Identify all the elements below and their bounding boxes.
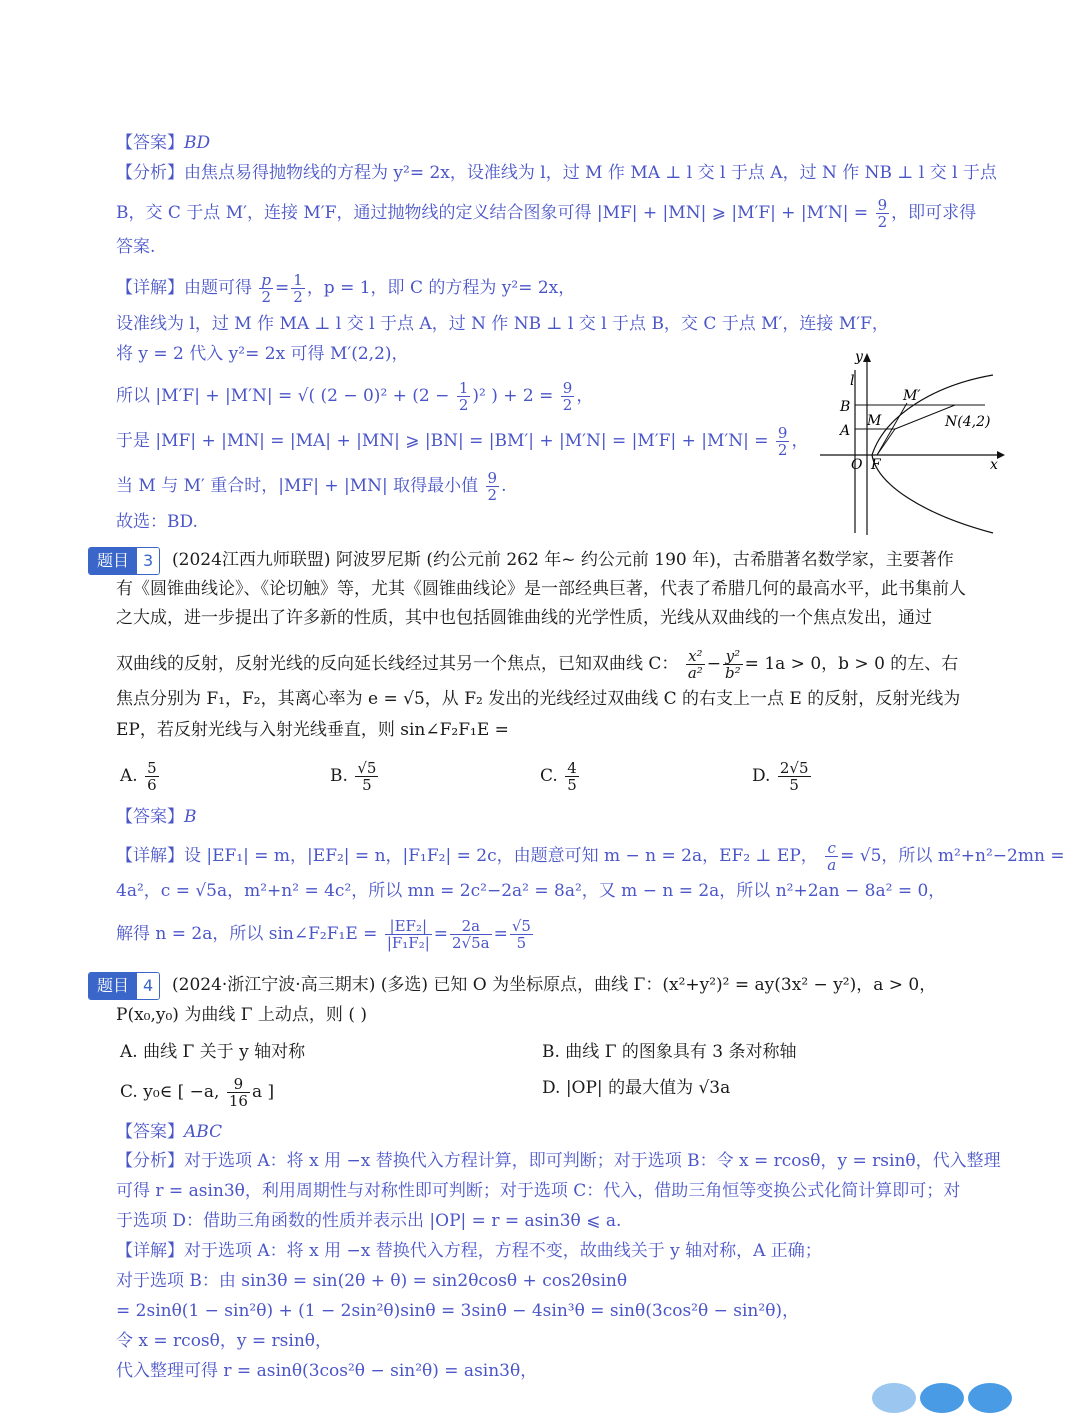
q2-detail-line-3: [116, 342, 409, 366]
q2-detail-line-4: [116, 380, 593, 413]
operator: −: [706, 654, 722, 674]
q3-text-line-2: [116, 577, 966, 601]
analysis-text: 可得 r = asin3θ，利用周期性与对称性即可判断；对于选项 C：代入，借助三角恒等变换公式化简计算即可；对: [116, 1181, 961, 1201]
detail-text: )² ) + 2 =: [472, 386, 554, 406]
fraction-9-16: [227, 1076, 250, 1109]
q4-detail-line-2: [116, 1269, 627, 1293]
fraction-2a-2sqrt5a: [450, 918, 492, 951]
label-m-prime: M′: [903, 388, 921, 404]
operator: =: [433, 924, 449, 944]
answer-tag: 【答案】: [116, 133, 184, 153]
question-number: 3: [137, 548, 159, 574]
denominator: 5: [362, 776, 372, 794]
denominator: b²: [725, 664, 741, 682]
label-a: A: [840, 423, 851, 439]
detail-text: 4a²，c = √5a，m²+n² = 4c²，所以 mn = 2c²−2a² = 8a²，又 m − n = 2a，所以 n²+2an − 8a² = 0，: [116, 881, 946, 901]
fraction-9-2: [876, 197, 890, 230]
denominator: 2: [458, 396, 469, 414]
q2-detail-line-5: [116, 425, 808, 458]
q3-answer: [116, 805, 197, 829]
q3-detail-line-1: [116, 840, 1065, 873]
question-number: 4: [137, 973, 159, 999]
label-b: B: [840, 399, 851, 415]
denominator: 2: [877, 213, 888, 231]
fraction-x2-a2: [686, 648, 705, 681]
question-text: 有《圆锥曲线论》、《论切触》等，尤其《圆锥曲线论》是一部经典巨著，代表了希腊几何的最高水平，此书集前人: [116, 579, 966, 599]
numerator: 1: [293, 271, 303, 289]
numerator: c: [825, 840, 838, 857]
answer-tag: 【答案】: [116, 1122, 184, 1142]
denominator: 2: [777, 441, 788, 459]
denominator: a: [827, 856, 837, 874]
detail-text: 由题可得: [184, 278, 252, 298]
question-tag: 题目: [89, 548, 137, 574]
q4-option-b[interactable]: [542, 1040, 797, 1064]
detail-text: .: [501, 476, 507, 496]
fraction-1-2: [457, 380, 471, 413]
analysis-text: B，交 C 于点 M′，连接 M′F，通过抛物线的定义结合图象可得 |MF| + |MN| ⩾ |M′F| + |M′N| =: [116, 203, 869, 223]
decorative-shape: [872, 1383, 916, 1413]
option-text: a ]: [251, 1082, 275, 1102]
analysis-text: ，即可求得: [891, 203, 977, 223]
detail-text: 于是 |MF| + |MN| = |MA| + |MN| ⩾ |BN| = |BM′| + |M′N| = |M′F| + |M′N| =: [116, 431, 769, 451]
analysis-tag: 【分析】: [116, 163, 184, 183]
y-axis-arrow: [863, 353, 871, 362]
q2-detail-line-2: [116, 312, 889, 336]
numerator: 2√5: [779, 759, 809, 777]
decorative-shape: [968, 1383, 1012, 1413]
option-text: C. y₀∈ [ −a,: [120, 1082, 220, 1102]
denominator: 5: [516, 934, 527, 952]
q4-detail-line-3: [116, 1299, 799, 1323]
detail-text: = √5，所以 m²+n²−2mn =: [840, 846, 1065, 866]
numerator: 9: [562, 379, 573, 397]
q3-detail-line-2: [116, 879, 945, 903]
fraction-ef2-f1f2: [385, 918, 432, 951]
detail-text: 设准线为 l，过 M 作 MA ⊥ l 交 l 于点 A，过 N 作 NB ⊥ l 交 l 于点 B，交 C 于点 M′，连接 M′F，: [116, 314, 889, 334]
numerator: 9: [877, 196, 888, 214]
option-label: C.: [540, 766, 558, 786]
fraction-2sqrt5-5: [778, 760, 811, 793]
q4-analysis-line-2: [116, 1179, 960, 1203]
label-m: M: [867, 413, 882, 429]
denominator: 2√5a: [452, 934, 490, 952]
analysis-tag: 【分析】: [116, 1151, 184, 1171]
denominator: a²: [687, 664, 703, 682]
q3-option-d[interactable]: [752, 760, 813, 793]
q4-option-a[interactable]: [120, 1040, 305, 1064]
detail-text: 令 x = rcosθ，y = rsinθ，: [116, 1331, 333, 1351]
q3-option-a[interactable]: [120, 760, 161, 793]
numerator: 2a: [450, 918, 492, 935]
x-axis-arrow: [997, 451, 1005, 459]
analysis-text: 对于选项 A：将 x 用 −x 替换代入方程计算，即可判断；对于选项 B：令 x = rcosθ，y = rsinθ，代入整理: [184, 1151, 1001, 1171]
q4-detail-line-5: [116, 1359, 537, 1383]
detail-text: 对于选项 A：将 x 用 −x 替换代入方程，方程不变，故曲线关于 y 轴对称，A 正确；: [184, 1241, 822, 1261]
analysis-text: 由焦点易得抛物线的方程为 y²= 2x，设准线为 l，过 M 作 MA ⊥ l 交 l 于点 A，过 N 作 NB ⊥ l 交 l 于点: [184, 163, 997, 183]
q3-text-line-6: [116, 718, 509, 742]
question-text: (2024江西九师联盟) 阿波罗尼斯 (约公元前 262 年~ 约公元前 190 年)，古希腊著名数学家，主要著作: [172, 550, 954, 570]
detail-text: ，: [791, 431, 809, 451]
q4-analysis-line-3: [116, 1209, 621, 1233]
numerator: 1: [458, 379, 469, 397]
question-text: EP，若反射光线与入射光线垂直，则 sin∠F₂F₁E =: [116, 720, 509, 740]
q3-text-line-5: [116, 687, 960, 711]
question-text: = 1a > 0，b > 0 的左、右: [744, 654, 959, 674]
fraction-5-6: [145, 760, 159, 793]
fraction-c-a: [825, 840, 838, 873]
q4-answer: [116, 1120, 222, 1144]
q4-detail-line-4: [116, 1329, 332, 1353]
answer-value: BD: [184, 133, 211, 153]
denominator: 6: [147, 776, 157, 794]
label-x: x: [990, 457, 998, 473]
answer-value: B: [184, 807, 197, 827]
q2-detail-line-6: [116, 470, 507, 503]
denominator: |F₁F₂|: [386, 934, 430, 952]
numerator: 9: [487, 469, 498, 487]
q4-option-d[interactable]: [542, 1076, 730, 1100]
q2-analysis-line-2: [116, 197, 976, 230]
q3-detail-line-3: [116, 918, 535, 951]
option-text: D. |OP| 的最大值为 √3a: [542, 1078, 731, 1098]
q3-option-b[interactable]: [330, 760, 380, 793]
q3-text-line-3: [116, 606, 932, 630]
analysis-text: 于选项 D：借助三角函数的性质并表示出 |OP| = r = asin3θ ⩽ a.: [116, 1211, 622, 1231]
question-label-3: [88, 547, 160, 575]
label-o: O: [851, 457, 863, 473]
option-label: B.: [330, 766, 348, 786]
label-l: l: [850, 373, 855, 389]
q3-text-line-1: [172, 548, 954, 572]
decorative-shape: [920, 1383, 964, 1413]
q2-answer: [116, 131, 210, 155]
q2-analysis-line-3: [116, 235, 155, 259]
numerator: 9: [777, 424, 788, 442]
question-text: 焦点分别为 F₁，F₂，其离心率为 e = √5，从 F₂ 发出的光线经过双曲线 C 的右支上一点 E 的反射，反射光线为: [116, 689, 961, 709]
detail-text: 代入整理可得 r = asinθ(3cos²θ − sin²θ) = asin3θ，: [116, 1361, 538, 1381]
label-f: F: [871, 457, 881, 473]
numerator: 4: [567, 759, 577, 777]
detail-text: = 2sinθ(1 − sin²θ) + (1 − 2sin²θ)sinθ = 3sinθ − 4sin³θ = sinθ(3cos²θ − sin²θ)，: [116, 1301, 800, 1321]
detail-text: ，p = 1，即 C 的方程为 y²= 2x，: [306, 278, 576, 298]
parabola-figure: [815, 345, 1010, 540]
option-label: A.: [120, 766, 138, 786]
question-tag: 题目: [89, 973, 137, 999]
q4-detail-line-1: [116, 1239, 822, 1263]
fraction-9-2: [776, 425, 790, 458]
label-y: y: [855, 349, 863, 365]
fraction-y2-b2: [723, 648, 743, 681]
denominator: 2: [261, 288, 271, 306]
option-text: B. 曲线 Γ 的图象具有 3 条对称轴: [542, 1042, 797, 1062]
q4-text-line-2: [116, 1003, 367, 1027]
denominator: 2: [562, 396, 573, 414]
q2-conclusion: [116, 510, 198, 534]
question-label-4: [88, 972, 160, 1000]
detail-text: 所以 |M′F| + |M′N| = √( (2 − 0)² + (2 −: [116, 386, 450, 406]
fraction-4-5: [565, 760, 579, 793]
fraction-sqrt5-5: [355, 760, 378, 793]
conclusion-text: 故选：BD.: [116, 512, 198, 532]
fraction-9-2: [486, 470, 500, 503]
q4-analysis-line-1: [116, 1149, 1001, 1173]
q2-detail-line-1: 【详解】由题可得 $\frac{p}{2}$ = $\frac{1}{2}$ ，p = 1，即 C 的方程为 y²= 2x，: [116, 271, 576, 306]
denominator: 5: [567, 776, 577, 794]
numerator: x²: [686, 648, 705, 665]
numerator: p: [261, 271, 272, 289]
numerator: √5: [357, 759, 377, 777]
numerator: y²: [723, 648, 743, 665]
detail-text: 将 y = 2 代入 y²= 2x 可得 M′(2,2)，: [116, 344, 409, 364]
numerator: √5: [511, 917, 531, 935]
option-text: A. 曲线 Γ 关于 y 轴对称: [120, 1042, 306, 1062]
denominator: 2: [487, 486, 498, 504]
operator: =: [493, 924, 508, 944]
detail-text: 当 M 与 M′ 重合时，|MF| + |MN| 取得最小值: [116, 476, 479, 496]
label-n: N(4,2): [945, 414, 991, 430]
question-text: 双曲线的反射，反射光线的反向延长线经过其另一个焦点，已知双曲线 C：: [116, 654, 679, 674]
q3-text-line-4: [116, 648, 958, 681]
question-text: P(x₀,y₀) 为曲线 Γ 上动点，则 ( ): [116, 1005, 368, 1025]
option-label: D.: [752, 766, 771, 786]
detail-text: ，: [576, 386, 594, 406]
fraction-p-2: [259, 272, 273, 305]
fraction-9-2: [561, 380, 575, 413]
denominator: 2: [293, 288, 303, 306]
numerator: 5: [147, 759, 157, 777]
numerator: |EF₂|: [385, 918, 432, 935]
q2-analysis-line-1: [116, 161, 997, 185]
detail-text: 设 |EF₁| = m，|EF₂| = n，|F₁F₂| = 2c，由题意可知 m − n = 2a，EF₂ ⊥ EP，: [184, 846, 818, 866]
segment-fm: [877, 429, 895, 455]
answer-value: ABC: [184, 1122, 223, 1142]
detail-tag: 【详解】: [116, 1241, 184, 1261]
numerator: 9: [227, 1076, 250, 1093]
question-text: 之大成，进一步提出了许多新的性质，其中也包括圆锥曲线的光学性质，光线从双曲线的一个焦点发出，通过: [116, 608, 932, 628]
parabola-curve: [872, 375, 993, 533]
detail-tag: 【详解】: [116, 846, 184, 866]
denominator: 5: [789, 776, 799, 794]
q3-option-c[interactable]: [540, 760, 581, 793]
answer-tag: 【答案】: [116, 807, 184, 827]
fraction-1-2: [291, 272, 305, 305]
fraction-sqrt5-5: [510, 918, 533, 951]
detail-tag: 【详解】: [116, 278, 184, 298]
q4-option-c[interactable]: [120, 1076, 274, 1109]
analysis-text: 答案.: [116, 237, 156, 257]
question-text: (2024·浙江宁波·高三期末) (多选) 已知 O 为坐标原点，曲线 Γ：(x²+y²)² = ay(3x² − y²)，a > 0，: [172, 975, 937, 995]
denominator: 16: [228, 1092, 248, 1110]
detail-text: 解得 n = 2a，所以 sin∠F₂F₁E =: [116, 924, 378, 944]
q4-text-line-1: [172, 973, 936, 997]
detail-text: 对于选项 B：由 sin3θ = sin(2θ + θ) = sin2θcosθ + cos2θsinθ: [116, 1271, 628, 1291]
